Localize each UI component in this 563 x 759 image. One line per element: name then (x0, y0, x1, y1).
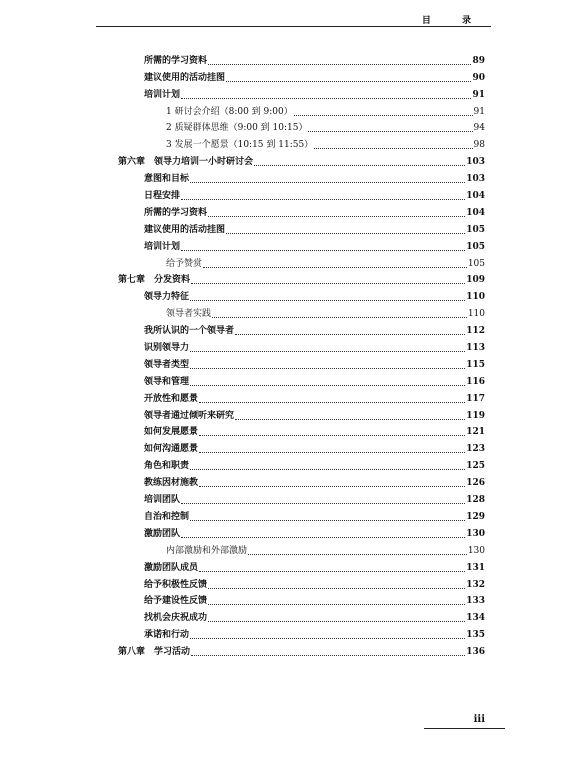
toc-entry (118, 540, 485, 557)
toc-entry (118, 557, 485, 574)
toc-entry-page: 115 (466, 359, 485, 370)
toc-entry-title: 承诺和行动 (144, 630, 190, 641)
toc-entry-page: 104 (466, 191, 485, 202)
toc-entry (118, 134, 485, 151)
toc-entry-page: 110 (466, 292, 485, 303)
leader-dots (208, 588, 465, 589)
toc-entry (118, 354, 485, 371)
leader-dots (248, 554, 467, 555)
toc-entry-title: 给予积极性反馈 (144, 579, 208, 590)
leader-dots (199, 486, 465, 487)
toc-entry-page: 119 (466, 410, 485, 421)
toc-entry (118, 168, 485, 185)
leader-dots (190, 300, 465, 301)
toc-entry-title: 激励团队 (144, 528, 181, 539)
toc-entry-page: 116 (466, 376, 485, 387)
toc-entry-title: 如何沟通愿景 (144, 444, 199, 455)
toc-entry-title: 给予建设性反馈 (144, 596, 208, 607)
page-number: iii (473, 714, 485, 725)
leader-dots (190, 368, 465, 369)
toc-entry (118, 607, 485, 624)
leader-dots (235, 419, 465, 420)
toc-entry-title: 领导和管理 (144, 376, 190, 387)
header-rule (96, 26, 491, 27)
toc-entry-page: 131 (466, 562, 485, 573)
toc-entry-title: 建议使用的活动挂图 (144, 72, 226, 83)
toc-entry-page: 103 (466, 157, 485, 168)
leader-dots (190, 520, 465, 521)
toc-entry-title: 2 质疑群体思维（9:00 到 10:15） (166, 123, 308, 134)
toc-entry-page: 128 (466, 495, 485, 506)
toc-entry (118, 236, 485, 253)
leader-dots (208, 621, 465, 622)
leader-dots (314, 148, 472, 149)
toc-entry (118, 405, 485, 422)
leader-dots (208, 604, 465, 605)
toc-entry-title: 第七章 分发资料 (118, 275, 191, 286)
toc-entry (118, 455, 485, 472)
toc-entry-page: 110 (467, 309, 485, 320)
toc-chapter-entry (118, 270, 485, 287)
toc-entry-title: 领导力特征 (144, 292, 190, 303)
leader-dots (190, 638, 465, 639)
toc-entry (118, 84, 485, 101)
toc-entry (118, 422, 485, 439)
toc-entry-title: 3 发展一个愿景（10:15 到 11:55） (166, 140, 314, 151)
toc-entry (118, 388, 485, 405)
toc-entry-page: 94 (473, 123, 485, 134)
toc-entry-title: 开放性和愿景 (144, 393, 199, 404)
running-header: 目 录 (421, 16, 485, 26)
toc-entry-title: 找机会庆祝成功 (144, 613, 208, 624)
leader-dots (199, 435, 465, 436)
toc-entry-title: 角色和职责 (144, 461, 190, 472)
toc-entry-page: 132 (466, 579, 485, 590)
toc-entry-page: 126 (466, 478, 485, 489)
leader-dots (181, 503, 465, 504)
toc-entry-title: 如何发展愿景 (144, 427, 199, 438)
toc-entry-title: 激励团队成员 (144, 562, 199, 573)
leader-dots (226, 81, 471, 82)
toc-entry-page: 130 (467, 545, 485, 556)
toc-entry-title: 日程安排 (144, 191, 181, 202)
toc-entry-page: 104 (466, 207, 485, 218)
toc-entry-page: 130 (466, 528, 485, 539)
leader-dots (190, 385, 465, 386)
leader-dots (208, 64, 471, 65)
toc-entry (118, 101, 485, 118)
toc-entry-title: 内部激励和外部激励 (166, 545, 248, 556)
toc-entry (118, 219, 485, 236)
leader-dots (212, 317, 467, 318)
toc-entry-title: 建议使用的活动挂图 (144, 224, 226, 235)
leader-dots (294, 115, 473, 116)
toc-chapter-entry (118, 641, 485, 658)
table-of-contents (118, 50, 485, 658)
toc-entry-title: 自治和控制 (144, 511, 190, 522)
toc-entry (118, 489, 485, 506)
toc-entry (118, 67, 485, 84)
toc-entry-title: 教练因材施教 (144, 478, 199, 489)
toc-chapter-entry (118, 151, 485, 168)
toc-entry (118, 286, 485, 303)
leader-dots (181, 199, 465, 200)
toc-entry (118, 118, 485, 135)
toc-entry-page: 123 (466, 444, 485, 455)
toc-entry (118, 371, 485, 388)
toc-entry-title: 领导者通过倾听来研究 (144, 410, 235, 421)
toc-entry-page: 113 (466, 343, 485, 354)
toc-entry-title: 识别领导力 (144, 343, 190, 354)
toc-entry (118, 506, 485, 523)
toc-entry (118, 320, 485, 337)
toc-entry (118, 253, 485, 270)
toc-entry-page: 103 (466, 174, 485, 185)
toc-entry (118, 438, 485, 455)
leader-dots (203, 267, 467, 268)
toc-entry-title: 领导者实践 (166, 309, 212, 320)
toc-entry-title: 所需的学习资料 (144, 207, 208, 218)
toc-entry-page: 129 (466, 511, 485, 522)
toc-entry (118, 574, 485, 591)
leader-dots (208, 216, 465, 217)
leader-dots (181, 537, 465, 538)
toc-entry-title: 所需的学习资料 (144, 55, 208, 66)
toc-entry-page: 98 (473, 140, 485, 151)
toc-entry-page: 89 (472, 55, 485, 66)
toc-entry-page: 121 (466, 427, 485, 438)
toc-entry-page: 91 (472, 89, 485, 100)
leader-dots (308, 131, 472, 132)
toc-entry-page: 112 (466, 326, 485, 337)
toc-entry (118, 303, 485, 320)
toc-entry (118, 50, 485, 67)
leader-dots (181, 250, 465, 251)
leader-dots (190, 351, 465, 352)
leader-dots (226, 233, 465, 234)
toc-entry-page: 109 (466, 275, 485, 286)
toc-entry-title: 培训计划 (144, 89, 181, 100)
footer-rule (424, 728, 505, 729)
toc-entry-page: 135 (466, 630, 485, 641)
toc-entry-title: 培训团队 (144, 495, 181, 506)
leader-dots (191, 283, 465, 284)
toc-entry-page: 105 (466, 241, 485, 252)
toc-entry-page: 136 (466, 647, 485, 658)
toc-entry-page: 134 (466, 613, 485, 624)
toc-entry-title: 领导者类型 (144, 359, 190, 370)
leader-dots (199, 571, 465, 572)
toc-entry-page: 91 (473, 106, 485, 117)
leader-dots (235, 334, 465, 335)
toc-entry-page: 105 (467, 258, 485, 269)
leader-dots (181, 98, 471, 99)
toc-entry (118, 202, 485, 219)
toc-entry-title: 意图和目标 (144, 174, 190, 185)
toc-entry-page: 133 (466, 596, 485, 607)
toc-entry (118, 337, 485, 354)
toc-entry-title: 培训计划 (144, 241, 181, 252)
toc-entry (118, 591, 485, 608)
toc-entry-page: 117 (466, 393, 485, 404)
leader-dots (190, 469, 465, 470)
leader-dots (190, 182, 465, 183)
leader-dots (254, 165, 465, 166)
toc-entry-title: 给予赞赏 (166, 258, 203, 269)
toc-entry-title: 我所认识的一个领导者 (144, 326, 235, 337)
toc-entry-title: 第六章 领导力培训一小时研讨会 (118, 157, 254, 168)
leader-dots (199, 402, 465, 403)
toc-entry-title: 1 研讨会介绍（8:00 到 9:00） (166, 106, 293, 117)
toc-entry-title: 第八章 学习活动 (118, 647, 191, 658)
toc-entry-page: 90 (472, 72, 485, 83)
toc-entry-page: 105 (466, 224, 485, 235)
toc-entry (118, 472, 485, 489)
leader-dots (199, 452, 465, 453)
toc-entry (118, 185, 485, 202)
toc-entry-page: 125 (466, 461, 485, 472)
toc-entry (118, 523, 485, 540)
toc-entry (118, 624, 485, 641)
leader-dots (191, 655, 465, 656)
